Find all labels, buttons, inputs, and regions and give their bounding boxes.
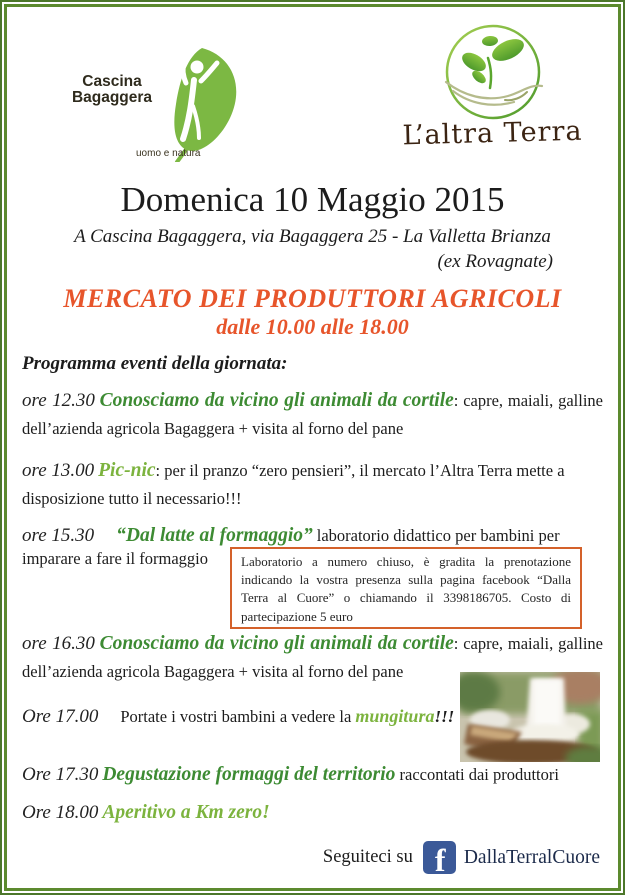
facebook-handle[interactable]: DallaTerralCuore <box>463 846 600 868</box>
event-1230 <box>22 386 603 443</box>
event-1730 <box>22 760 603 790</box>
event-1700-time: Ore 17.00 <box>22 706 99 727</box>
follow-label: Seguiteci su <box>322 847 413 867</box>
event-1700-highlight: mungitura <box>355 706 435 726</box>
event-1730-time: Ore 17.30 <box>22 764 99 785</box>
event-1700-desc: Portate i vostri bambini a vedere la <box>120 707 356 726</box>
footer-social <box>323 841 600 874</box>
event-1530-desc2: imparare a fare il formaggio <box>22 549 208 568</box>
event-1300-title: Pic-nic <box>98 460 156 481</box>
event-1530-time: ore 15.30 <box>22 525 95 546</box>
address-line: A Cascina Bagaggera, via Bagaggera 25 - La Valletta Brianza <box>74 226 551 247</box>
facebook-icon[interactable] <box>423 841 456 874</box>
facebook-f-glyph: f <box>434 842 446 874</box>
event-1630-desc: : capre, maiali, galline dell’azienda agricola Bagaggera + visita al forno del pane <box>22 634 604 682</box>
altra-terra-logo <box>385 20 600 165</box>
cascina-logo-line2: Bagaggera <box>71 89 153 107</box>
event-1730-desc: raccontati dai produttori <box>395 765 559 784</box>
event-1300-desc: : per il pranzo “zero pensieri”, il mercato l’Altra Terra mette a disposizione tutto il necessario!!! <box>22 461 565 509</box>
market-hours: dalle 10.00 alle 18.00 <box>216 314 409 339</box>
cascina-bagaggera-logo <box>58 42 268 167</box>
event-1230-time: ore 12.30 <box>22 390 95 411</box>
page-title: Domenica 10 Maggio 2015 <box>120 180 505 219</box>
cascina-logo-line1: Cascina <box>82 73 142 90</box>
address-line-2: (ex Rovagnate) <box>437 251 553 272</box>
event-1530-desc1: laboratorio didattico per bambini per <box>316 526 560 545</box>
cascina-logo-tagline: uomo e natura <box>136 148 201 159</box>
hand-sprout-icon <box>430 22 555 122</box>
event-1300-time: ore 13.00 <box>22 460 95 481</box>
event-1630-title: Conosciamo da vicino gli animali da cortile <box>99 633 454 654</box>
program-intro: Programma eventi della giornata: <box>22 353 288 374</box>
leaf-person-icon <box>150 42 250 162</box>
event-1630-time: ore 16.30 <box>22 633 95 654</box>
event-1700-exclaim: !!! <box>434 707 455 726</box>
event-1530-title: “Dal latte al formaggio” <box>116 525 313 546</box>
event-1800 <box>22 798 603 828</box>
event-1800-time: Ore 18.00 <box>22 802 99 823</box>
market-heading: MERCATO DEI PRODUTTORI AGRICOLI <box>63 284 562 313</box>
reservation-note-box: Laboratorio a numero chiuso, è gradita la prenotazione indicando la vostra presenza sulla pagina facebook “Dalla Terra al Cuore” o chiamando il 3398186705. Costo di partecipazione 5 euro <box>230 547 582 629</box>
event-1230-title: Conosciamo da vicino gli animali da cortile <box>99 390 454 411</box>
event-1730-title: Degustazione formaggi del territorio <box>102 764 396 785</box>
event-1300 <box>22 456 603 513</box>
event-1800-title: Aperitivo a Km zero! <box>102 802 270 823</box>
altra-terra-logo-text: L’altra Terra <box>402 115 583 152</box>
event-1700 <box>22 702 603 731</box>
event-1230-desc: : capre, maiali, galline dell’azienda agricola Bagaggera + visita al forno del pane <box>22 391 604 439</box>
